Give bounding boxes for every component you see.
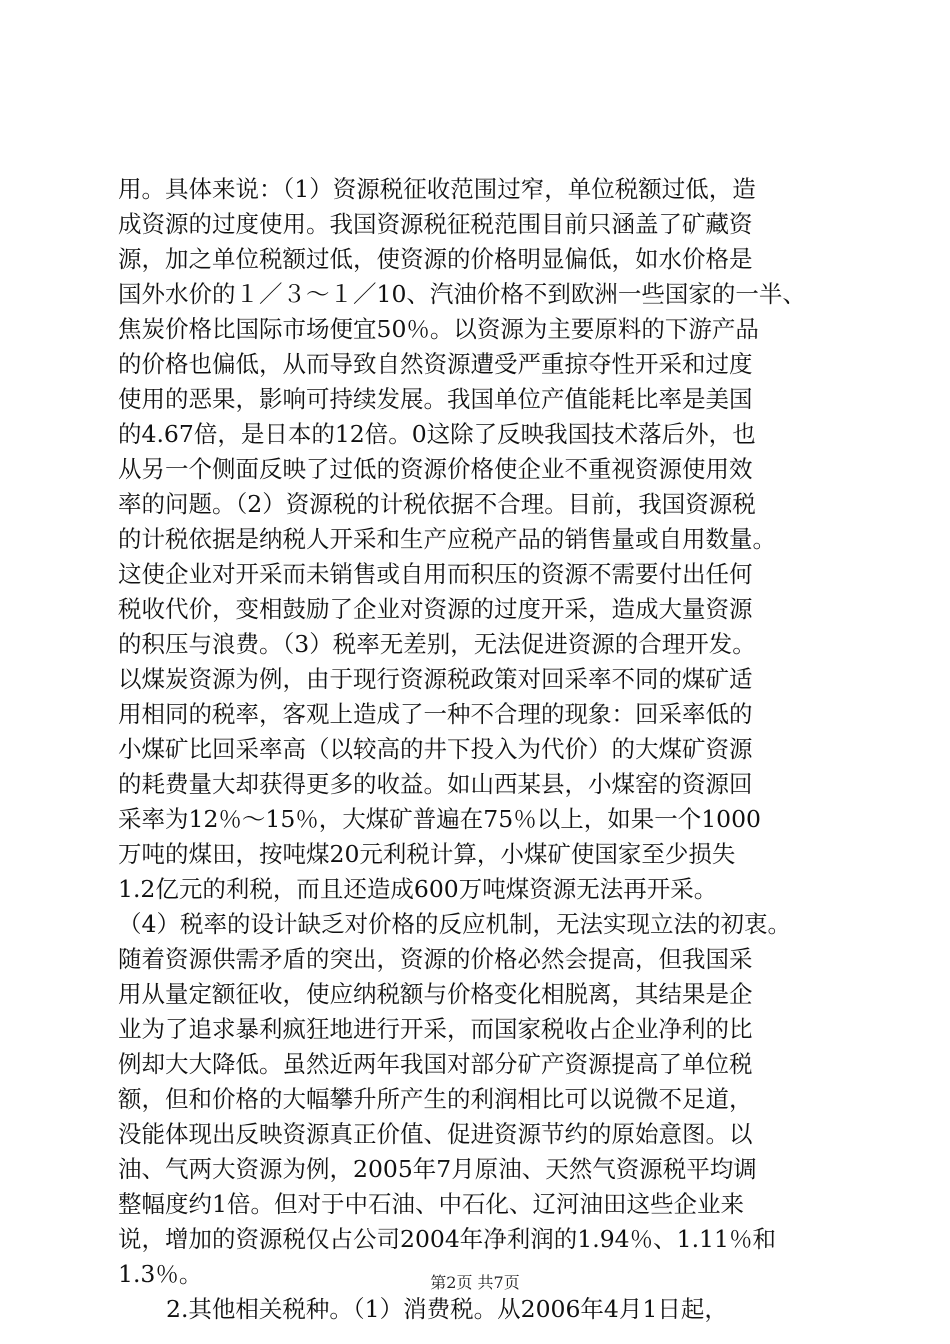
- text-line: 用。具体来说：（1）资源税征收范围过窄，单位税额过低，造: [118, 175, 756, 203]
- text-line: 以煤炭资源为例，由于现行资源税政策对回采率不同的煤矿适: [118, 665, 753, 693]
- text-line: 从另一个侧面反映了过低的资源价格使企业不重视资源使用效: [118, 455, 753, 483]
- text-line: 说，增加的资源税仅占公司2004年净利润的1.94％、1.11％和: [118, 1225, 776, 1253]
- body-text: [118, 172, 848, 1327]
- text-line: 业为了追求暴利疯狂地进行开采，而国家税收占企业净利的比: [118, 1015, 753, 1043]
- text-line: 1.3％。: [118, 1260, 203, 1288]
- text-line: 用相同的税率，客观上造成了一种不合理的现象：回采率低的: [118, 700, 753, 728]
- text-line: 例却大大降低。虽然近两年我国对部分矿产资源提高了单位税: [118, 1050, 753, 1078]
- text-line: 使用的恶果，影响可持续发展。我国单位产值能耗比率是美国: [118, 385, 753, 413]
- text-line: 的积压与浪费。（3）税率无差别，无法促进资源的合理开发。: [118, 630, 756, 658]
- page-number-footer: 第2页 共7页: [430, 1273, 520, 1292]
- text-line: 采率为12％～15％，大煤矿普遍在75％以上，如果一个1000: [118, 805, 762, 833]
- text-line: 成资源的过度使用。我国资源税征税范围目前只涵盖了矿藏资: [118, 210, 753, 238]
- text-line: 用从量定额征收，使应纳税额与价格变化相脱离，其结果是企: [118, 980, 753, 1008]
- text-line: 额，但和价格的大幅攀升所产生的利润相比可以说微不足道，: [118, 1085, 753, 1113]
- text-line: 这使企业对开采而未销售或自用而积压的资源不需要付出任何: [118, 560, 753, 588]
- text-line: 的耗费量大却获得更多的收益。如山西某县，小煤窑的资源回: [118, 770, 753, 798]
- text-line: 整幅度约1倍。但对于中石油、中石化、辽河油田这些企业来: [118, 1190, 744, 1218]
- text-line: 的4.67倍，是日本的12倍。0这除了反映我国技术落后外，也: [118, 420, 756, 448]
- text-line: （4）税率的设计缺乏对价格的反应机制，无法实现立法的初衷。: [118, 910, 791, 938]
- text-line: 油、气两大资源为例，2005年7月原油、天然气资源税平均调: [118, 1155, 757, 1183]
- text-line: 随着资源供需矛盾的突出，资源的价格必然会提高，但我国采: [118, 945, 753, 973]
- text-line: 源，加之单位税额过低，使资源的价格明显偏低，如水价格是: [118, 245, 753, 273]
- text-line: 的价格也偏低，从而导致自然资源遭受严重掠夺性开采和过度: [118, 350, 753, 378]
- text-line: 万吨的煤田，按吨煤20元利税计算，小煤矿使国家至少损失: [118, 840, 736, 868]
- text-line: 没能体现出反映资源真正价值、促进资源节约的原始意图。以: [118, 1120, 753, 1148]
- text-line: 的计税依据是纳税人开采和生产应税产品的销售量或自用数量。: [118, 525, 776, 553]
- text-line: 1.2亿元的利税，而且还造成600万吨煤资源无法再开采。: [118, 875, 718, 903]
- text-line: 国外水价的１／３～１／10、汽油价格不到欧洲一些国家的一半、: [118, 280, 806, 308]
- text-line: 小煤矿比回采率高（以较高的井下投入为代价）的大煤矿资源: [118, 735, 753, 763]
- text-line: 税收代价，变相鼓励了企业对资源的过度开采，造成大量资源: [118, 595, 753, 623]
- section-heading-line: 2.其他相关税种。（1）消费税。从2006年4月1日起，: [166, 1295, 728, 1323]
- text-line: 率的问题。（2）资源税的计税依据不合理。目前，我国资源税: [118, 490, 756, 518]
- text-line: 焦炭价格比国际市场便宜50％。以资源为主要原料的下游产品: [118, 315, 759, 343]
